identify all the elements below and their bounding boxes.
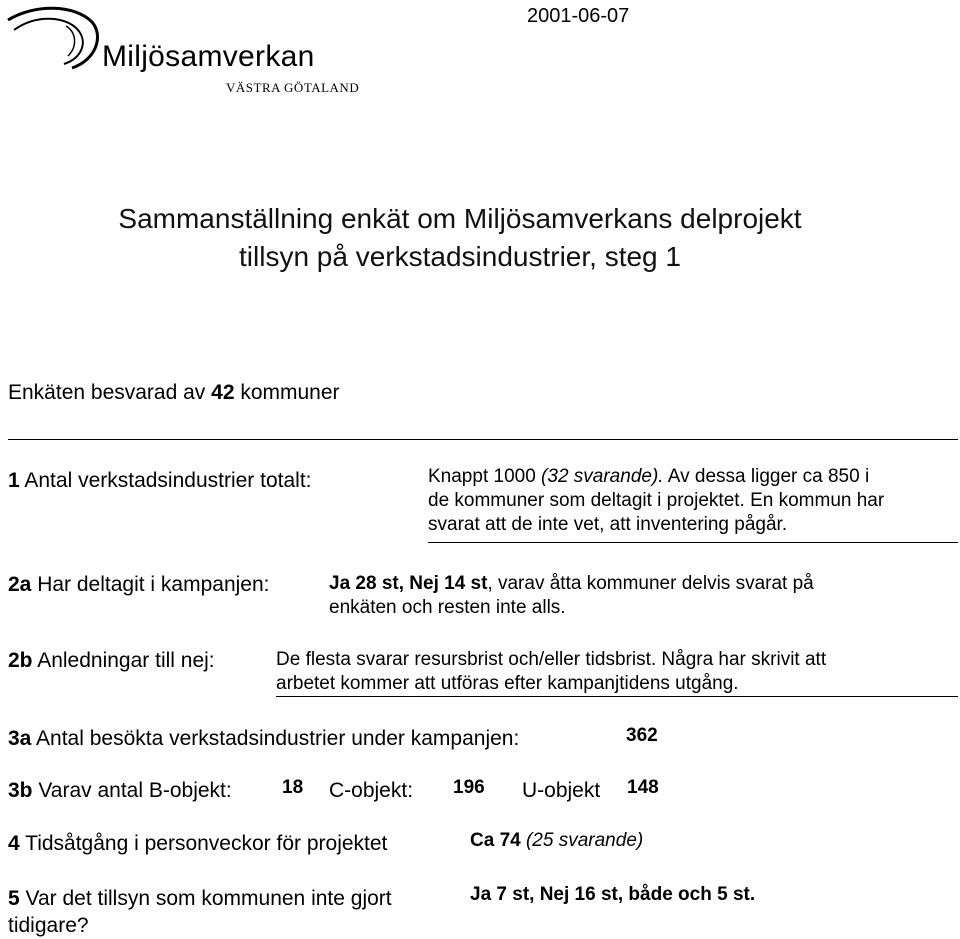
q1-answer: Knappt 1000 (32 svarande). Av dessa ligger ca 850 i de kommuner som deltagit i projektet. En kommun har svarat att de inte vet, att inventering pågår. <box>428 466 885 535</box>
q4-answer: Ca 74 (25 svarande) <box>470 830 644 851</box>
logo-region: VÄSTRA GÖTALAND <box>226 80 360 95</box>
document-date: 2001-06-07 <box>527 5 630 27</box>
document-title-line1: Sammanställning enkät om Miljösamverkans delprojekt <box>118 203 802 234</box>
document-title-line2: tillsyn på verkstadsindustrier, steg 1 <box>239 241 681 272</box>
q2a-answer: Ja 28 st, Nej 14 st, varav åtta kommuner delvis svarat på enkäten och resten inte alls. <box>329 573 814 618</box>
q4-label: 4 Tidsåtgång i personveckor för projektet <box>8 832 388 855</box>
q2a-label: 2a Har deltagit i kampanjen: <box>8 573 270 596</box>
divider-q2b <box>276 696 958 697</box>
logo-swirl <box>4 2 104 77</box>
divider-top <box>8 439 958 440</box>
divider-q1 <box>428 542 958 543</box>
respondent-count: 42 <box>211 381 235 404</box>
q2b-answer: De flesta svarar resursbrist och/eller tidsbrist. Några har skrivit att arbetet kommer att utföras efter kampanjtidens utgång. <box>276 649 827 694</box>
respondents-line: Enkäten besvarad av 42 kommuner <box>8 381 340 404</box>
q3b-c-value: 196 <box>453 777 485 798</box>
q3b-c-label: C-objekt: <box>329 779 414 802</box>
q3b-b-value: 18 <box>282 777 304 798</box>
q3b-u-label: U-objekt <box>522 779 601 802</box>
q3b-label: 3b Varav antal B-objekt: <box>8 779 232 802</box>
q3a-value: 362 <box>626 725 658 746</box>
logo-name: Miljösamverkan <box>102 40 315 73</box>
q2b-label: 2b Anledningar till nej: <box>8 649 215 672</box>
q5-answer: Ja 7 st, Nej 16 st, både och 5 st. <box>470 884 756 905</box>
q1-label: 1 Antal verkstadsindustrier totalt: <box>8 469 312 492</box>
q5-label: 5 Var det tillsyn som kommunen inte gjort tidigare? <box>8 887 392 937</box>
q3b-u-value: 148 <box>627 777 659 798</box>
q3a-label: 3a Antal besökta verkstadsindustrier under kampanjen: <box>8 727 520 750</box>
